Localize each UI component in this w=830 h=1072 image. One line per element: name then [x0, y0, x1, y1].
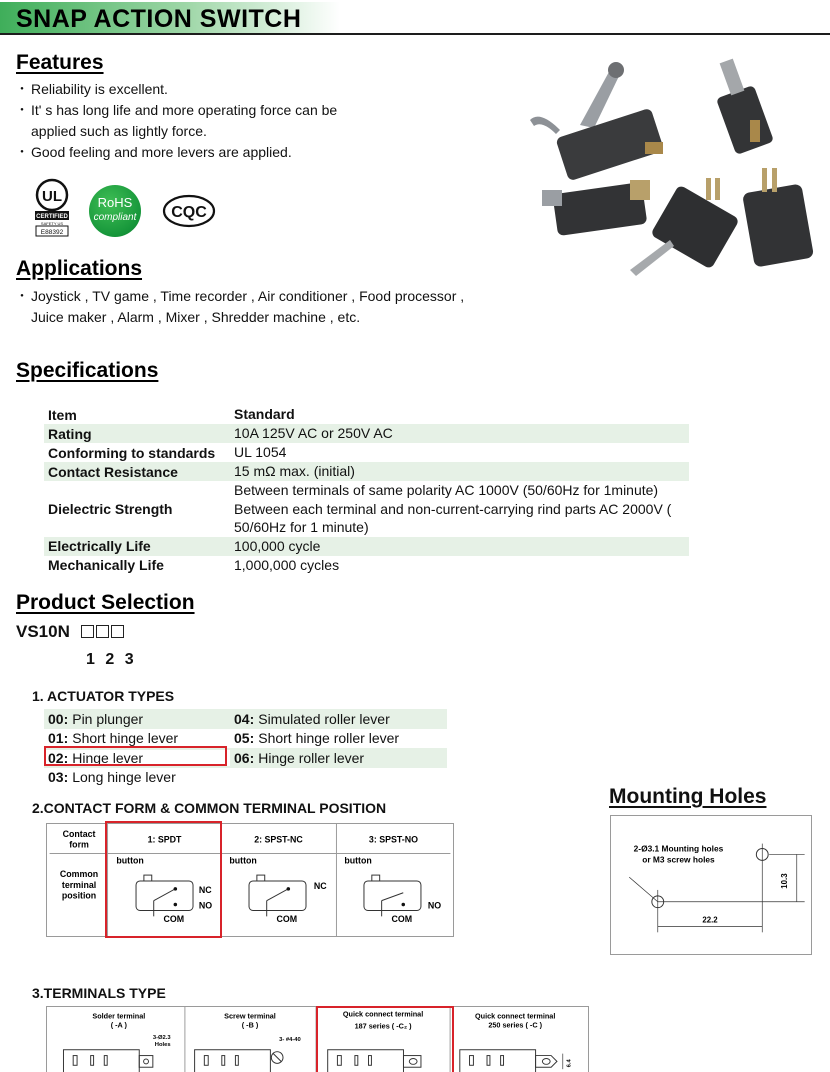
- actuator-code: 03:: [48, 769, 69, 786]
- applications-line-continued: Juice maker , Alarm , Mixer , Shredder machine , etc.: [31, 309, 361, 325]
- button-label: button: [229, 855, 257, 866]
- switch-image-1: [530, 62, 664, 181]
- terminal-type-label: Solder terminal: [92, 1011, 146, 1021]
- contact-form-label: 1: SPDT: [147, 834, 182, 845]
- spec-value: 1,000,000 cycles: [234, 556, 340, 573]
- spec-row: [44, 537, 689, 556]
- terminal-type-label: Quick connect terminal: [342, 1009, 424, 1019]
- row-label: Common: [59, 869, 99, 880]
- actuator-name: Hinge lever: [72, 749, 144, 766]
- ul-safety-text: SAFETY US: [40, 221, 64, 226]
- title-underline: [0, 33, 830, 35]
- dimension-vertical: 10.3: [779, 873, 789, 889]
- feature-item-continued: applied such as lightly force.: [31, 123, 207, 139]
- actuator-types-heading: 1. ACTUATOR TYPES: [32, 688, 175, 704]
- terminal-com: COM: [276, 914, 298, 925]
- applications-list: [20, 286, 464, 328]
- terminal-com: COM: [391, 914, 413, 925]
- specifications-table: [44, 405, 689, 575]
- actuator-name: Hinge roller lever: [258, 749, 365, 766]
- rohs-compliant-text: compliant: [93, 212, 137, 223]
- spec-item: Rating: [48, 425, 92, 442]
- actuator-code: 06:: [234, 749, 255, 766]
- contact-form-heading: 2.CONTACT FORM & COMMON TERMINAL POSITION: [32, 800, 387, 816]
- selected-contact-form-highlight: [105, 821, 222, 938]
- terminal-nc: NC: [198, 884, 212, 895]
- mounting-note: 2-Ø3.1 Mounting holes: [633, 843, 724, 854]
- terminal-type-code: 187 series ( -C₂ ): [354, 1021, 412, 1031]
- terminal-no: NO: [427, 900, 442, 911]
- terminal-com: COM: [163, 914, 185, 925]
- spec-header-standard: Standard: [234, 406, 295, 423]
- terminal-type-label: Screw terminal: [224, 1011, 276, 1021]
- applications-heading: Applications: [16, 257, 143, 280]
- specifications-heading: Specifications: [16, 359, 159, 382]
- cqc-logo: [162, 193, 216, 229]
- model-number: VS10N: [16, 622, 70, 641]
- spec-value: 10A 125V AC or 250V AC: [234, 425, 393, 442]
- cqc-text: CQC: [171, 204, 207, 221]
- terminals-type-heading: 3.TERMINALS TYPE: [32, 985, 166, 1001]
- terminal-note: 3-Ø2.3: [152, 1035, 171, 1042]
- terminal-note: 3- #4-40: [279, 1037, 301, 1043]
- ul-file-text: E88392: [40, 229, 64, 236]
- code-positions: 1 2 3: [86, 651, 134, 668]
- selected-actuator-highlight: [44, 746, 227, 766]
- actuator-name: Long hinge lever: [72, 769, 176, 786]
- spec-value-line: Between terminals of same polarity AC 1000V (50/60Hz for 1minute): [234, 482, 659, 498]
- spec-row: [44, 424, 689, 443]
- actuator-row: [44, 768, 447, 788]
- terminal-note: Holes: [154, 1041, 171, 1048]
- switch-image-5: [742, 168, 814, 268]
- terminal-type-code: ( -B ): [241, 1020, 259, 1030]
- code-box: [81, 625, 94, 638]
- spec-item: Mechanically Life: [48, 557, 164, 573]
- spec-row: [44, 556, 689, 575]
- spec-value: UL 1054: [234, 444, 287, 461]
- product-photo: [520, 50, 825, 280]
- spec-item: Conforming to standards: [48, 444, 216, 461]
- actuator-name: Short hinge lever: [72, 730, 179, 747]
- model-code: [16, 622, 124, 642]
- spec-row: [44, 443, 689, 462]
- actuator-code: 01:: [48, 730, 69, 747]
- title-bar: [0, 0, 830, 36]
- spec-value: 15 mΩ max. (initial): [234, 463, 355, 480]
- terminal-note: 6.4: [566, 1059, 573, 1068]
- button-label: button: [344, 855, 372, 866]
- actuator-code: 00:: [48, 710, 69, 727]
- row-label: terminal: [61, 879, 97, 890]
- actuator-code: 05:: [234, 730, 255, 747]
- features-list: [20, 79, 337, 163]
- spec-header-item: Item: [48, 406, 77, 423]
- row-label: Contact: [62, 828, 96, 839]
- rohs-logo: [89, 185, 141, 237]
- rohs-text: RoHS: [97, 195, 133, 210]
- spec-value: [230, 481, 689, 537]
- features-heading: Features: [16, 51, 104, 74]
- mounting-holes-heading: Mounting Holes: [609, 785, 767, 808]
- mounting-note: or M3 screw holes: [642, 854, 715, 865]
- actuator-name: Simulated roller lever: [258, 710, 390, 727]
- ul-text: UL: [42, 188, 62, 205]
- contact-form-label: 3: SPST-NO: [368, 834, 418, 845]
- terminal-nc: NC: [313, 880, 327, 891]
- actuator-code: 04:: [234, 710, 255, 727]
- feature-item: ・ Good feeling and more levers are applied.: [20, 142, 337, 163]
- row-label: position: [61, 890, 97, 901]
- selected-terminal-highlight: [316, 1006, 454, 1072]
- spec-row: [44, 481, 689, 537]
- spec-value-line: Between each terminal and non-current-carrying rind parts AC 2000V (: [234, 500, 672, 517]
- actuator-name: Short hinge roller lever: [258, 730, 400, 747]
- code-box: [111, 625, 124, 638]
- applications-line: ・ Joystick , TV game , Time recorder , Air conditioner , Food processor ,: [20, 286, 464, 307]
- spec-value-line: 50/60Hz for 1 minute): [234, 519, 369, 535]
- spec-value: 100,000 cycle: [234, 537, 321, 554]
- terminal-type-code: ( -A ): [110, 1020, 127, 1030]
- spec-header-row: [44, 405, 689, 424]
- feature-item: ・ It' s has long life and more operating force can be: [20, 100, 337, 121]
- terminal-type-label: Quick connect terminal: [475, 1011, 556, 1021]
- spec-item: Dielectric Strength: [48, 500, 173, 517]
- actuator-row: [44, 709, 447, 729]
- dimension-horizontal: 22.2: [702, 915, 718, 925]
- row-label: form: [69, 839, 89, 850]
- switch-image-3: [542, 180, 650, 236]
- terminal-no: NO: [198, 900, 213, 911]
- page-title: SNAP ACTION SWITCH: [16, 5, 302, 33]
- actuator-code: 02:: [48, 749, 69, 766]
- switch-image-2: [716, 59, 774, 155]
- contact-form-label: 2: SPST-NC: [254, 834, 303, 845]
- spec-item: Contact Resistance: [48, 463, 178, 480]
- mounting-holes-diagram: [610, 815, 812, 955]
- product-selection-heading: Product Selection: [16, 591, 195, 614]
- ul-certified-logo: [34, 178, 70, 238]
- feature-item: ・ Reliability is excellent.: [20, 79, 337, 100]
- button-label: button: [116, 855, 144, 866]
- actuator-name: Pin plunger: [72, 710, 144, 727]
- spec-row: [44, 462, 689, 481]
- ul-certified-text: CERTIFIED: [36, 214, 68, 220]
- code-box: [96, 625, 109, 638]
- terminal-type-code: 250 series ( -C ): [488, 1020, 543, 1030]
- spec-item: Electrically Life: [48, 538, 151, 554]
